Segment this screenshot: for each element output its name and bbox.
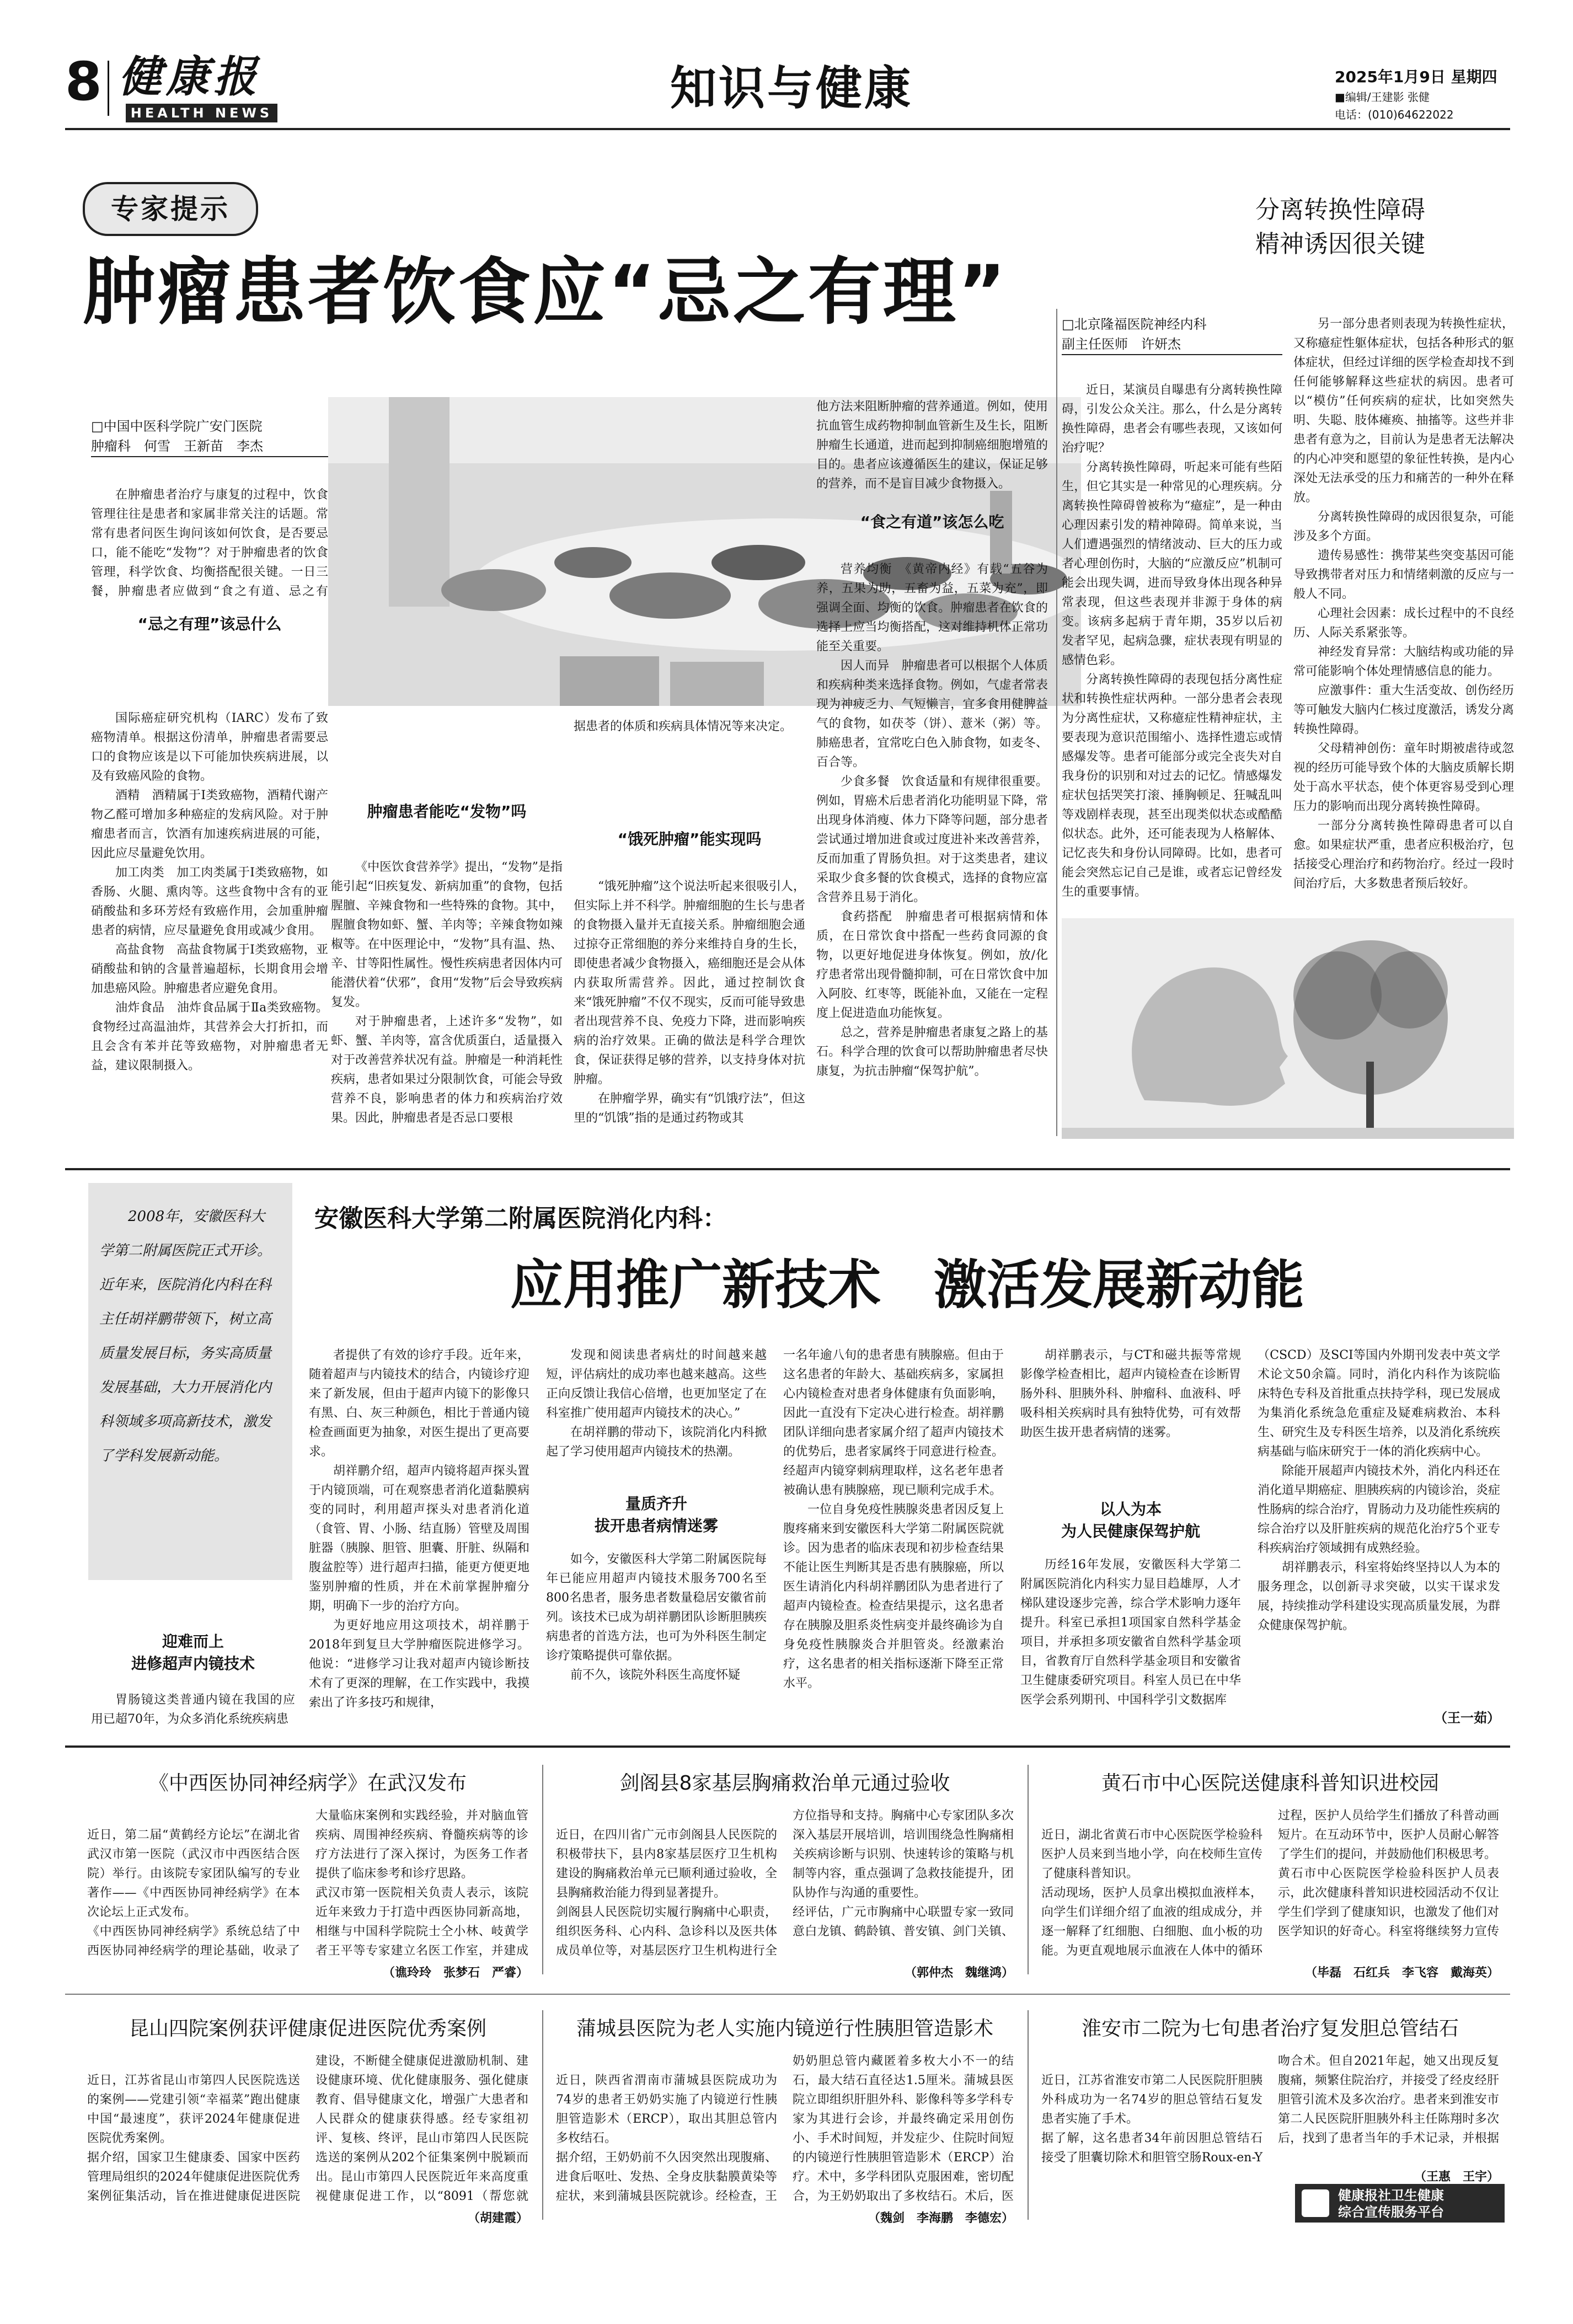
- paragraph: 在胡祥鹏的带动下，该院消化内科掀起了学习使用超声内镜技术的热潮。: [546, 1426, 767, 1459]
- feature-credit: （王一茹）: [1434, 1710, 1500, 1726]
- brief-credit: （郭仲杰 魏继鸿）: [904, 1966, 1014, 1980]
- issue-phone: 电话：(010)64622022: [1335, 108, 1454, 121]
- paragraph: 心理社会因素：成长过程中的不良经历、人际关系紧张等。: [1293, 607, 1514, 640]
- feature-kicker: 安徽医科大学第二附属医院消化内科：: [314, 1204, 727, 1233]
- paper-name-en: HEALTH NEWS: [126, 104, 277, 122]
- paragraph: 发现和阅读患者病灶的时间越来越短，评估病灶的成功率也越来越高。这些正向反馈让我信心倍增，也更加坚定了在科室推广使用超声内镜技术的决心。”: [546, 1348, 767, 1420]
- mind-tree-illustration: [1062, 918, 1514, 1139]
- top-col4-lead: [816, 397, 1048, 505]
- briefs-strip-2: [65, 1999, 1510, 2231]
- paragraph: 为更好地应用这项技术，胡祥鹏于2018年到复旦大学肿瘤医院进修学习。他说：“进修学习让我对超声内镜诊断技术有了更深的理解，在工作实践中，我摸索出了许多技巧和规律，: [309, 1619, 529, 1710]
- section-rule-3: [65, 1994, 1510, 1995]
- expert-tip-badge: 专家提示: [83, 182, 258, 236]
- paragraph: 据患者的体质和疾病具体情况等来决定。: [574, 720, 793, 733]
- brief-title: 淮安市二院为七旬患者治疗复发胆总管结石: [1081, 2017, 1459, 2040]
- brief-text: [556, 2052, 1014, 2206]
- brief-body: 近日，江苏省淮安市第二人民医院肝胆胰外科成功为一名74岁的胆总管结石复发患者实施了手术。 据了解，这名患者34年前因胆总管结石接受了胆囊切除术和胆管空肠Roux-en-Y吻合术。但自2021年起，她又出现反复腹痛，频繁住院治疗，并接受了经皮经肝胆管引流术及多次治疗。患者来到淮安市第二人民医院肝胆胰外科主任陈翔时多次后，找到了患者当年的手术记录，并根据: [1041, 2054, 1499, 2165]
- feature-col4-body: [783, 1346, 1004, 1734]
- paragraph: 神经发育异常：大脑结构或功能的异常可能影响个体处理情感信息的能力。: [1293, 645, 1514, 678]
- subhead-starve-tumor: “饿死肿瘤”能实现吗: [617, 830, 762, 848]
- brief-title: 《中西医协同神经病学》在武汉发布: [148, 1772, 467, 1795]
- section-title: 知识与健康: [670, 61, 913, 115]
- right-title-line1: 分离转换性障碍: [1255, 196, 1425, 224]
- paragraph: 分离转换性障碍的成因很复杂，可能涉及多个方面。: [1293, 510, 1514, 543]
- right-col2-body: [1293, 314, 1514, 899]
- footer-logo: [1295, 2184, 1505, 2223]
- feature-col5-body-b: [1020, 1555, 1241, 1734]
- paragraph: 在肿瘤学界，确实有“饥饿疗法”，但这里的“饥饿”指的是通过药物或其: [574, 1092, 805, 1125]
- brief-text: [1041, 2052, 1499, 2167]
- section-rule-2: [65, 1745, 1510, 1748]
- top-col2-body: [331, 858, 563, 1139]
- brief-text: [87, 2052, 528, 2206]
- brief-body: 近日，湖北省黄石市中心医院医学检验科医护人员来到当地小学，向在校师生宣传了健康科普知识。 活动现场，医护人员拿出模拟血液样本，向学生们详细介绍了血液的组成成分，并逐一解释了红细胞、白细胞、血小板的功能。为更直观地展示血液在人体中的循环过程，医护人员给学生们播放了科普动画短片。在互动环节中，医护人员耐心解答了学生们的提问，并鼓励他们积极思考。 黄石市中心医院医学检验科医护人员表示，此次健康科普知识进校园活动不仅让学生们学到了健康知识，也激发了他们对医学知识的好奇心。科室将继续努力宣传: [1041, 1809, 1499, 1958]
- right-byline: [1062, 314, 1282, 355]
- feature-col1-body: [91, 1690, 295, 1734]
- brief-title: 黄石市中心医院送健康科普知识进校园: [1101, 1772, 1439, 1795]
- feature-col6-body: [1258, 1346, 1500, 1699]
- paper-name: 健康报: [119, 52, 261, 102]
- top-article-divider: [1056, 309, 1057, 1136]
- feature-headline: 应用推广新技术 激活发展新动能: [510, 1254, 1304, 1316]
- page-number: 8: [65, 51, 102, 113]
- paragraph: 分离转换性障碍的表现包括分离性症状和转换性症状两种。一部分患者会表现为分离性症状，又称癔症性精神症状，主要表现为意识范围缩小、选择性遗忘或情感爆发等。患者可能部分或完全丧失对自我身份的识别和对过去的记忆。情感爆发症状包括哭笑打滚、捶胸顿足、狂喊乱叫等戏剧样表现，甚至出现类似状态或酷酷似状态。此外，还可能表现为人格解体、记忆丧失和身份认同障碍。比如，患者可能会突然忘记自己是谁，或者忘记曾经发生的重要事情。: [1062, 673, 1282, 899]
- paragraph: 父母精神创伤：童年时期被虐待或忽视的经历可能导致个体的大脑皮质解长期处于高水平状态，使个体更容易受到心理压力的影响而出现分离转换性障碍。: [1293, 742, 1514, 813]
- top-col4-body: [816, 560, 1048, 1139]
- paragraph: 一部分分离转换性障碍患者可以自愈。如果症状严重，患者应积极治疗，包括接受心理治疗和药物治疗。经过一段时间治疗后，大多数患者预后较好。: [1293, 819, 1514, 891]
- top-col3-body: [574, 877, 805, 1139]
- paragraph: 遗传易感性：携带某些突变基因可能导致携带者对压力和情绪刺激的反应与一般人不同。: [1293, 549, 1514, 601]
- paragraph: 酒精 酒精属于Ⅰ类致癌物，酒精代谢产物乙醛可增加多种癌症的发病风险。对于肿瘤患者而言，饮酒有加速疾病进展的可能，因此应尽量避免饮用。: [91, 789, 328, 860]
- top-col1-intro: [91, 485, 328, 604]
- paragraph: 少食多餐 饮食适量和有规律很重要。例如，胃癌术后患者消化功能明显下降，常出现身体消瘦、体力下降等问题，部分患者尝试通过增加进食或过度进补来改善营养，反而加重了胃肠负担。对于这类患者，建议采取少食多餐的饮食模式，选择的食物应富含营养且易于消化。: [816, 775, 1048, 904]
- subhead-line: 拔开患者病情迷雾: [594, 1517, 718, 1535]
- paragraph: 对于肿瘤患者，上述许多“发物”，如虾、蟹、羊肉等，富含优质蛋白，适量摄入对于改善营养状况有益。肿瘤是一种消耗性疾病，患者如果过分限制饮食，可能会导致营养不良，影响患者的体力和疾病治疗效果。因此，肿瘤患者是否忌口要根: [331, 1015, 563, 1125]
- paragraph: 分离转换性障碍，听起来可能有些陌生，但它其实是一种常见的心理疾病。分离转换性障碍曾被称为“癔症”，是一种由心理因素引发的精神障碍。简单来说，当人们遭遇强烈的情绪波动、巨大的压力或者心理创伤时，大脑的“应激反应”机制可能会出现失调，进而导致身体出现各种异常表现，但这些表现并非源于身体的病变。该病多起病于青年期，35岁以后初发者罕见，起病急骤，症状表现有明显的感情色彩。: [1062, 460, 1282, 667]
- top-col3-lead: [574, 717, 805, 758]
- feature-subhead-3: [1020, 1497, 1241, 1541]
- brief-body: 近日，第二届“黄鹤经方论坛”在湖北省武汉市第一医院（武汉市中西医结合医院）举行。由该院专家团队编写的专业著作——《中西医协同神经病学》在本次论坛上正式发布。 《中西医协同神经病学》系统总结了中西医协同神经病学的理论基础，收录了大量临床案例和实践经验，并对脑血管疾病、周围神经疾病、脊髓疾病等的诊疗方法进行了深入探讨，为医务工作者提供了临床参考和诊疗思路。 武汉市第一医院相关负责人表示，该院近年来致力于打造中西医协同新高地，相继与中国科学院院士仝小林、岐黄学者王平等专家建立名医工作室，并建成: [87, 1809, 528, 1958]
- brief-text: [1041, 1806, 1499, 1961]
- subhead-what-to-avoid: “忌之有理”该忌什么: [137, 615, 282, 633]
- brief-credit: （胡建霞）: [467, 2211, 528, 2225]
- brief-divider: [1028, 2010, 1029, 2220]
- brief-text: [556, 1806, 1014, 1961]
- masthead-divider: [108, 61, 109, 116]
- paragraph: 加工肉类 加工肉类属于Ⅰ类致癌物，如香肠、火腿、熏肉等。这些食物中含有的亚硝酸盐和多环芳烃有致癌作用，会加重肿瘤患者的病情，应尽量避免食用或减少食用。: [91, 866, 328, 938]
- subhead-line: 以人为本: [1099, 1500, 1162, 1518]
- top-col1-body: [91, 709, 328, 1139]
- paragraph: 前不久，该院外科医生高度怀疑: [570, 1668, 741, 1682]
- paragraph: 者提供了有效的诊疗手段。近年来，随着超声与内镜技术的结合，内镜诊疗迎来了新发展，但由于超声内镜下的影像只有黑、白、灰三种颜色，相比于普通内镜检查画面更为抽象，对医生提出了更高要求。: [309, 1348, 529, 1459]
- feature-col2-body: [309, 1346, 529, 1734]
- byline-org: □中国中医科学院广安门医院: [91, 419, 263, 434]
- paragraph: 应激事件：重大生活变故、创伤经历等可触发大脑内仁核过度激活，诱发分离转换性障碍。: [1293, 684, 1514, 736]
- paragraph: 胡祥鹏介绍，超声内镜将超声探头置于内镜顶端，可在观察患者消化道黏膜病变的同时，利用超声探头对患者消化道（食管、胃、小肠、结直肠）管壁及周围脏器（胰腺、胆管、胆囊、肝脏、纵隔和腹盆腔等）进行超声扫描，能更方便更地鉴别肿瘤的性质，并在术前掌握肿瘤分期，明确下一步的治疗方向。: [309, 1464, 529, 1613]
- brief-body: 近日，江苏省昆山市第四人民医院选送的案例——党建引领“幸福菜”跑出健康中国“最速度”，获评2024年健康促进医院优秀案例。 据介绍，国家卫生健康委、国家中医药管理局组织的2024年健康促进医院优秀案例征集活动，旨在推进健康促进医院建设，不断健全健康促进激励机制、建设健康环境、优化健康服务、强化健康教育、倡导健康文化，增强广大患者和人民群众的健康获得感。经专家组初评、复核、终评，昆山市第四人民医院选送的案例从202个征集案例中脱颖而出。昆山市第四人民医院近年来高度重视健康促进工作，以“8091（帮您就: [87, 2054, 528, 2203]
- right-title-line2: 精神诱因很关键: [1255, 230, 1425, 258]
- brief-credit: （王惠 王宇）: [1414, 2170, 1499, 2184]
- brief-credit: （魏剑 李海鹏 李德宏）: [868, 2211, 1014, 2225]
- feature-subhead-1: [91, 1630, 295, 1674]
- subhead-line: 量质齐升: [625, 1495, 687, 1513]
- subhead-line: 迎难而上: [162, 1632, 224, 1651]
- paragraph: “饿死肿瘤”这个说法听起来很吸引人，但实际上并不科学。肿瘤细胞的生长与患者的食物摄入量并无直接关系。肿瘤细胞会通过掠夺正常细胞的养分来维持自身的生长，即使患者减少食物摄入，癌细胞还是会从体内获取所需营养。因此，通过控制饮食来“饿死肿瘤”不仅不现实，反而可能导致患者出现营养不良、免疫力下降，进而影响疾病的治疗效果。正确的做法是科学合理饮食，保证获得足够的营养，以支持身体对抗肿瘤。: [574, 880, 805, 1086]
- brief-credit: （谯玲玲 张梦石 严睿）: [382, 1966, 528, 1980]
- subhead-line: 进修超声内镜技术: [131, 1654, 255, 1673]
- logo-line1: 健康报社卫生健康: [1338, 2188, 1444, 2203]
- paragraph: 油炸食品 油炸食品属于Ⅱa类致癌物。食物经过高温油炸，其营养会大打折扣，而且会含有苯并芘等致癌物，对肿瘤患者无益，建议限制摄入。: [91, 1001, 328, 1073]
- masthead: [0, 0, 1573, 138]
- brief-body: 近日，陕西省渭南市蒲城县医院成功为74岁的患者王奶奶实施了内镜逆行性胰胆管造影术（ERCP），取出其胆总管内多枚结石。 据介绍，王奶奶前不久因突然出现腹痛、进食后呕吐、发热、全身皮肤黏膜黄染等症状，来到蒲城县医院就诊。经检查，王奶奶胆总管内藏匿着多枚大小不一的结石，最大结石直径达1.5厘米。蒲城县医院立即组织肝胆外科、影像科等多学科专家为其进行会诊，并最终确定采用创伤小、手术时间短，并发症少、住院时间短的内镜逆行性胰胆管造影术（ERCP）治疗。术中，多学科团队克服困难，密切配合，为王奶奶取出了多枚结石。术后，医: [556, 2054, 1014, 2203]
- feature-sidebar: [88, 1183, 292, 1580]
- byline: [91, 416, 334, 457]
- brief-credit: （毕磊 石红兵 李飞容 戴海英）: [1304, 1966, 1499, 1980]
- paragraph: 胃肠镜这类普通内镜在我国的应用已超70年，为众多消化系统疾病患: [91, 1693, 295, 1726]
- brief-title: 昆山四院案例获评健康促进医院优秀案例: [129, 2017, 486, 2040]
- issue-editor: ■编辑/王建影 张健: [1335, 90, 1430, 104]
- brief-title: 蒲城县医院为老人实施内镜逆行性胰胆管造影术: [576, 2017, 993, 2040]
- subhead-fawu: 肿瘤患者能吃“发物”吗: [367, 802, 527, 821]
- brief-title: 剑阁县8家基层胸痛救治单元通过验收: [619, 1772, 950, 1795]
- feature-subhead-2: [546, 1492, 767, 1536]
- paragraph: 总之，营养是肿瘤患者康复之路上的基石。科学合理的饮食可以帮助肿瘤患者尽快康复，为抗击肿瘤“保驾护航”。: [816, 1026, 1048, 1078]
- paragraph: 营养均衡 《黄帝内经》有载“五谷为养，五果为助，五畜为益，五菜为充”，即强调全面、均衡的饮食。肿瘤患者在饮食的选择上应当均衡搭配，这对维持机体正常功能至关重要。: [816, 563, 1048, 654]
- section-rule-1: [65, 1168, 1510, 1170]
- feature-col3-body: [546, 1346, 767, 1484]
- paragraph: 食药搭配 肿瘤患者可根据病情和体质，在日常饮食中搭配一些药食同源的食物，以更好地促进身体恢复。例如，放/化疗患者常出现骨髓抑制，可在日常饮食中加入阿胶、红枣等，既能补血，又能在一定程度上促进造血功能恢复。: [816, 910, 1048, 1020]
- briefs-strip-1: [65, 1754, 1510, 1985]
- paragraph: 历经16年发展，安徽医科大学第二附属医院消化内科实力显目趋雄厚，人才梯队建设逐步完善，综合学术影响力逐年提升。科室已承担1项国家自然科学基金项目，并承担多项安徽省自然科学基金项目，省教育厅自然科学基金项目和安徽省卫生健康委研究项目。科室人员已在中华医学会系列期刊、中国科学引文数据库: [1020, 1558, 1241, 1707]
- subhead-how-to-eat: “食之有道”该怎么吃: [860, 513, 1004, 531]
- head-tree-icon: [1062, 918, 1514, 1139]
- paragraph: 胡祥鹏表示，与CT和磁共振等常规影像学检查相比，超声内镜检查在诊断胃肠外科、胆胰外科、肿瘤科、血液科、呼吸科相关疾病时具有独特优势，可有效帮助医生拔开患者病情的迷雾。: [1020, 1348, 1241, 1439]
- logo-mark-icon: [1302, 2189, 1329, 2217]
- brief-body: 近日，在四川省广元市剑阁县人民医院的积极带扶下，县内8家基层医疗卫生机构建设的胸痛救治单元已顺利通过验收，全县胸痛救治能力得到显著提升。 剑阁县人民医院切实履行胸痛中心职责，组织医务科、心内科、急诊科以及医共体成员单位等，对基层医疗卫生机构进行全方位指导和支持。胸痛中心专家团队多次深入基层开展培训，培训围绕急性胸痛相关疾病诊断与识别、快速转诊的策略与机制等内容，重点强调了急救技能提升，团队协作与沟通的重要性。 经评估，广元市胸痛中心联盟专家一致同意白龙镇、鹤龄镇、普安镇、剑门关镇、: [556, 1809, 1014, 1958]
- paragraph: 国际癌症研究机构（IARC）发布了致癌物清单。根据这份清单，肿瘤患者需要忌口的食物应该是以下可能加快疾病进展，以及有致癌风险的食物。: [91, 711, 328, 783]
- byline-dept: 肿瘤科 何雪 王新苗 李杰: [91, 436, 334, 457]
- brief-divider: [542, 1765, 543, 1974]
- brief-text: [87, 1806, 528, 1961]
- right-byline-org: □北京隆福医院神经内科: [1062, 317, 1207, 332]
- issue-date: 2025年1月9日 星期四: [1335, 68, 1497, 86]
- paragraph: 近日，某演员自曝患有分离转换性障碍，引发公众关注。那么，什么是分离转换性障碍，患者会有哪些表现，又该如何治疗呢？: [1062, 383, 1282, 455]
- feature-col3-body-b: [546, 1550, 767, 1734]
- paragraph: 《中医饮食营养学》提出，“发物”是指能引起“旧疾复发、新病加重”的食物，包括腥膻、辛辣食物和一些特殊的食物。其中，腥膻食物如虾、蟹、羊肉等；辛辣食物如辣椒等。在中医理论中，“发物”具有温、热、辛、甘等阳性属性。慢性疾病患者因体内可能潜伏着“伏邪”，食用“发物”后会导致疾病复发。: [331, 860, 563, 1009]
- right-col1-body: [1062, 381, 1282, 899]
- paragraph: 在肿瘤患者治疗与康复的过程中，饮食管理往往是患者和家属非常关注的话题。常常有患者问医生询问该如何饮食，是否要忌口，能不能吃“发物”？对于肿瘤患者的饮食管理，科学饮食、均衡搭配很关键。一日三餐，肿瘤患者应做到“食之有道、忌之有: [91, 488, 328, 598]
- logo-line2: 综合宣传服务平台: [1338, 2204, 1444, 2220]
- feature-sidebar-text: 2008年，安徽医科大学第二附属医院正式开诊。近年来，医院消化内科在科主任胡祥鹏带领下，树立高质量发展目标，务实高质量发展基础，大力开展消化内科领域多项高新技术，激发了学科发展新动能。: [99, 1208, 272, 1464]
- paragraph: 一名年逾八旬的患者患有胰腺癌。但由于这名患者的年龄大、基础疾病多，家属担心内镜检查对患者身体健康有负面影响，因此一直没有下定决心进行检查。胡祥鹏团队详细向患者家属介绍了超声内镜技术的优势后，患者家属终于同意进行检查。经超声内镜穿刺病理取样，这名老年患者被确认患有胰腺癌，现已顺利完成手术。: [783, 1348, 1004, 1497]
- paragraph: 除能开展超声内镜技术外，消化内科还在消化道早期癌症、胆胰疾病的内镜诊治，炎症性肠病的综合治疗，胃肠动力及功能性疾病的综合治疗以及肝脏疾病的规范化治疗5个亚专科疾病治疗领域拥有成熟经验。: [1258, 1464, 1500, 1555]
- brief-divider: [1028, 1765, 1029, 1974]
- paragraph: 如今，安徽医科大学第二附属医院每年已能应用超声内镜技术服务700名至800名患者，服务患者数量稳居安徽省前列。该技术已成为胡祥鹏团队诊断胆胰疾病患者的首选方法，也可为外科医生制定诊疗策略提供可靠依据。: [546, 1552, 767, 1663]
- masthead-rule: [65, 128, 1510, 130]
- paragraph: （CSCD）及SCI等国内外期刊发表中英文学术论文50余篇。同时，消化内科作为该院临床特色专科及首批重点扶持学科，现已发展成为集消化系统急危重症及疑难病救治、本科生、研究生及专科医生培养，以及消化系统疾病基础与临床研究于一体的消化疾病中心。: [1258, 1348, 1500, 1459]
- paragraph: 高盐食物 高盐食物属于Ⅰ类致癌物，亚硝酸盐和钠的含量普遍超标，长期食用会增加患癌风险。肿瘤患者应避免食用。: [91, 943, 328, 995]
- right-article-title: [1175, 193, 1506, 261]
- paragraph: 他方法来阻断肿瘤的营养通道。例如，使用抗血管生成药物抑制血管新生及生长，阻断肿瘤生长通道，进而起到抑制癌细胞增殖的目的。患者应该遵循医生的建议，保证足够的营养，而不是盲目减少食物摄入。: [816, 400, 1048, 491]
- right-byline-dept: 副主任医师 许妍杰: [1062, 334, 1282, 355]
- feature-col5-body: [1020, 1346, 1241, 1489]
- paragraph: 一位自身免疫性胰腺炎患者因反复上腹疼痛来到安徽医科大学第二附属医院就诊。因为患者的临床表现和初步检查结果不能让医生判断其是否患有胰腺癌，所以医生请消化内科胡祥鹏团队为患者进行了超声内镜检查。检查结果提示，这名患者存在胰腺及胆系炎性病变并最终确诊为自身免疫性胰腺炎合并胆管炎。经激素治疗，这名患者的相关指标逐渐下降至正常水平。: [783, 1503, 1004, 1690]
- paragraph: 因人而异 肿瘤患者可以根据个人体质和疾病种类来选择食物。例如，气虚者常表现为神疲乏力、气短懒言，宜多食用健脾益气的食物，如茯苓（饼）、薏米（粥）等。肺癌患者，宜常吃白色入肺食物，如麦冬、百合等。: [816, 659, 1048, 769]
- headline-tumor-diet: 肿瘤患者饮食应“忌之有理”: [83, 250, 1008, 335]
- paragraph: 另一部分患者则表现为转换性症状，又称癔症性躯体症状，包括各种形式的躯体症状，但经过详细的医学检查却找不到任何能够解释这些症状的病因。患者可以“模仿”任何疾病的症状，比如突然失明、失聪、肢体瘫痪、抽搐等。这些并非患者有意为之，目前认为是患者无法解决的内心冲突和愿望的象征性转换，是内心深处无法承受的压力和痛苦的一种外在释放。: [1293, 317, 1514, 505]
- subhead-line: 为人民健康保驾护航: [1061, 1522, 1200, 1540]
- paragraph: 胡祥鹏表示，科室将始终坚持以人为本的服务理念，以创新寻求突破，以实干谋求发展，持续推动学科建设实现高质量发展，为群众健康保驾护航。: [1258, 1561, 1500, 1632]
- brief-divider: [542, 2010, 543, 2220]
